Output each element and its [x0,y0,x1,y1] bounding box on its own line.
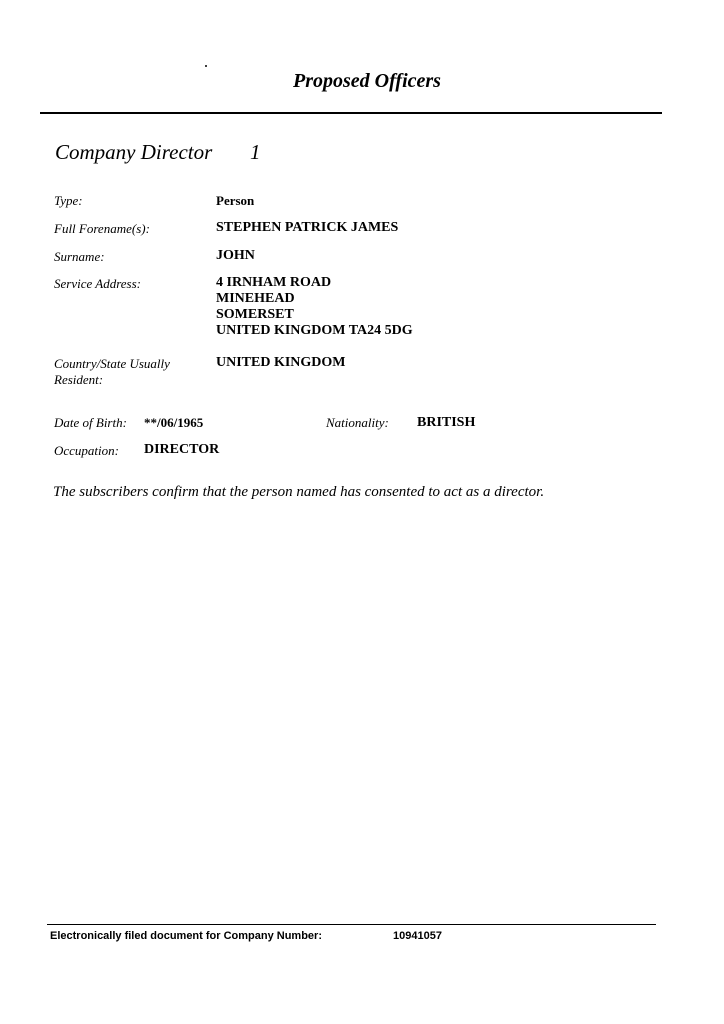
address-line: 4 IRNHAM ROAD [216,275,332,290]
residence-value: UNITED KINGDOM [216,355,346,370]
type-label: Type: [54,193,83,208]
residence-label [54,356,170,388]
address-line: UNITED KINGDOM TA24 5DG [216,323,413,338]
occupation-value: DIRECTOR [144,442,220,457]
section-heading: Company Director [55,140,213,164]
footer-label: Electronically filed document for Company Number: [50,930,322,942]
address-label: Service Address: [54,276,142,291]
footer-divider [47,924,656,925]
nationality-label: Nationality: [326,415,389,430]
nationality-value: BRITISH [417,415,476,430]
forenames-value: STEPHEN PATRICK JAMES [216,220,399,235]
dob-label: Date of Birth: [54,415,127,430]
address-line: MINEHEAD [216,291,295,306]
page-title: Proposed Officers [293,70,441,92]
address-block [216,275,413,339]
header-divider [40,112,662,114]
surname-value: JOHN [216,248,255,263]
dob-value: **/06/1965 [144,415,204,430]
scan-speck [205,65,207,67]
residence-label-line: Resident: [54,372,104,387]
address-line: SOMERSET [216,307,294,322]
occupation-label: Occupation: [54,443,119,458]
forenames-label: Full Forename(s): [54,221,150,236]
surname-label: Surname: [54,249,105,264]
type-value: Person [216,193,255,208]
section-number: 1 [250,140,261,164]
company-number: 10941057 [393,930,442,942]
residence-label-line: Country/State Usually [54,356,170,371]
consent-statement: The subscribers confirm that the person named has consented to act as a director. [53,484,545,500]
